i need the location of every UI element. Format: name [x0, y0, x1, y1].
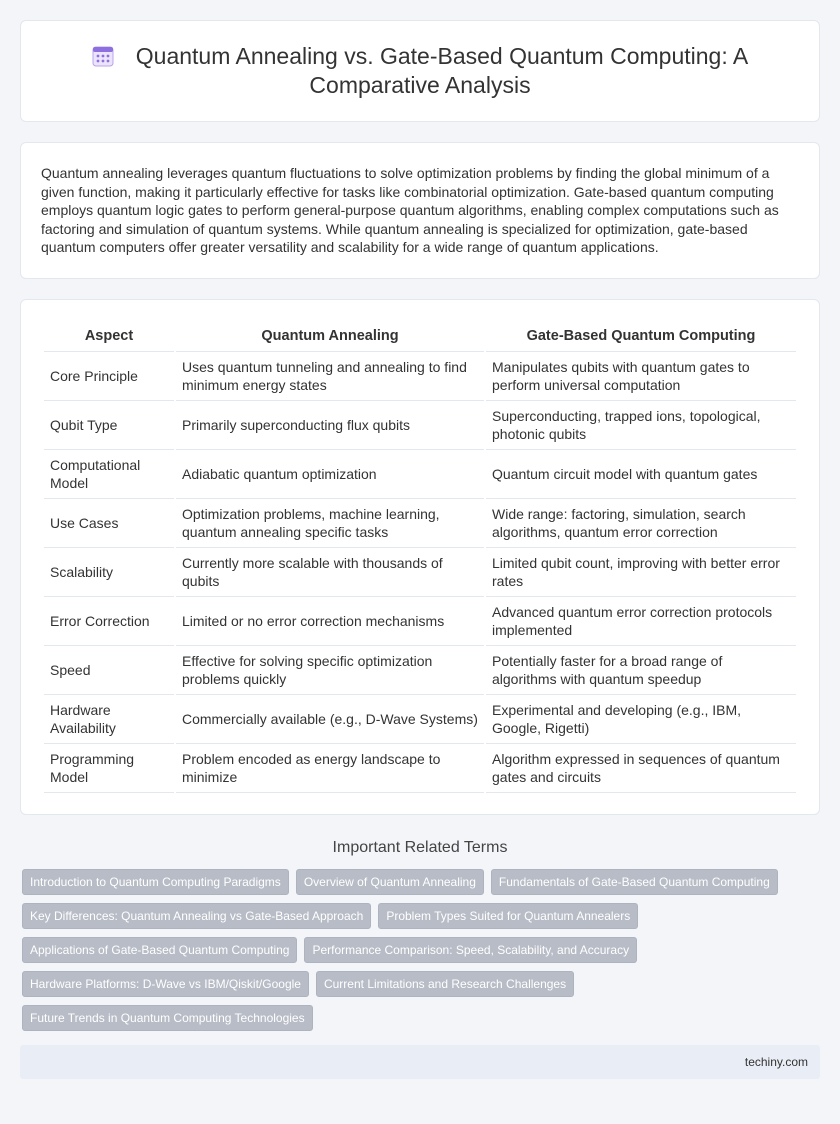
related-term-tag[interactable]: Problem Types Suited for Quantum Annealers [378, 903, 638, 929]
aspect-cell: Core Principle [44, 352, 174, 401]
intro-card [20, 142, 820, 279]
table-row [44, 646, 796, 695]
annealing-cell: Effective for solving specific optimization problems quickly [176, 646, 484, 695]
table-row [44, 499, 796, 548]
annealing-cell: Primarily superconducting flux qubits [176, 401, 484, 450]
related-terms-title: Important Related Terms [332, 838, 508, 856]
table-row [44, 548, 796, 597]
table-row [44, 744, 796, 793]
table-header-row [44, 321, 796, 352]
gate-based-cell: Quantum circuit model with quantum gates [486, 450, 796, 499]
gate-based-cell: Experimental and developing (e.g., IBM, Google, Rigetti) [486, 695, 796, 744]
annealing-cell: Problem encoded as energy landscape to minimize [176, 744, 484, 793]
aspect-cell: Error Correction [44, 597, 174, 646]
gate-based-cell: Advanced quantum error correction protocols implemented [486, 597, 796, 646]
footer [20, 1045, 820, 1079]
footer-site-link[interactable]: techiny.com [744, 1054, 808, 1069]
annealing-cell: Uses quantum tunneling and annealing to find minimum energy states [176, 352, 484, 401]
annealing-cell: Optimization problems, machine learning, quantum annealing specific tasks [176, 499, 484, 548]
comparison-table-card [20, 299, 820, 815]
page-title-wrap [61, 42, 779, 100]
header-aspect: Aspect [44, 321, 174, 352]
related-term-tag[interactable]: Future Trends in Quantum Computing Technologies [22, 1005, 313, 1031]
related-term-tag[interactable]: Fundamentals of Gate-Based Quantum Computing [491, 869, 778, 895]
table-row [44, 401, 796, 450]
table-row [44, 450, 796, 499]
annealing-cell: Currently more scalable with thousands of qubits [176, 548, 484, 597]
gate-based-cell: Manipulates qubits with quantum gates to perform universal computation [486, 352, 796, 401]
gate-based-cell: Potentially faster for a broad range of algorithms with quantum speedup [486, 646, 796, 695]
intro-text: Quantum annealing leverages quantum fluctuations to solve optimization problems by finding the global minimum of a given function, making it particularly effective for tasks like combinatorial optimization. Gate-based quantum computing employs quantum logic gates to perform general-purpose quantum algorithms, enabling complex computations such as factoring and simulation of quantum systems. While quantum annealing is specialized for optimization, gate-based quantum computers offer greater versatility and scalability for a wide range of quantum applications. [41, 165, 779, 255]
aspect-cell: Programming Model [44, 744, 174, 793]
comparison-table [42, 321, 798, 793]
annealing-cell: Limited or no error correction mechanisms [176, 597, 484, 646]
gate-based-cell: Superconducting, trapped ions, topological, photonic qubits [486, 401, 796, 450]
annealing-cell: Commercially available (e.g., D-Wave Systems) [176, 695, 484, 744]
related-term-tag[interactable]: Current Limitations and Research Challenges [316, 971, 574, 997]
related-term-tag[interactable]: Performance Comparison: Speed, Scalability, and Accuracy [304, 937, 637, 963]
header-quantum-annealing: Quantum Annealing [176, 321, 484, 352]
aspect-cell: Qubit Type [44, 401, 174, 450]
table-row [44, 695, 796, 744]
related-terms-list [20, 869, 820, 1031]
gate-based-cell: Algorithm expressed in sequences of quantum gates and circuits [486, 744, 796, 793]
aspect-cell: Use Cases [44, 499, 174, 548]
aspect-cell: Computational Model [44, 450, 174, 499]
aspect-cell: Hardware Availability [44, 695, 174, 744]
table-row [44, 597, 796, 646]
calendar-grid-icon [92, 45, 114, 67]
gate-based-cell: Limited qubit count, improving with better error rates [486, 548, 796, 597]
related-term-tag[interactable]: Overview of Quantum Annealing [296, 869, 484, 895]
header-card [20, 20, 820, 122]
related-term-tag[interactable]: Applications of Gate-Based Quantum Computing [22, 937, 297, 963]
aspect-cell: Speed [44, 646, 174, 695]
table-row [44, 352, 796, 401]
annealing-cell: Adiabatic quantum optimization [176, 450, 484, 499]
header-gate-based: Gate-Based Quantum Computing [486, 321, 796, 352]
aspect-cell: Scalability [44, 548, 174, 597]
page-title: Quantum Annealing vs. Gate-Based Quantum Computing: A Comparative Analysis [135, 43, 749, 98]
related-term-tag[interactable]: Hardware Platforms: D-Wave vs IBM/Qiskit/Google [22, 971, 309, 997]
related-term-tag[interactable]: Key Differences: Quantum Annealing vs Gate-Based Approach [22, 903, 371, 929]
gate-based-cell: Wide range: factoring, simulation, search algorithms, quantum error correction [486, 499, 796, 548]
related-term-tag[interactable]: Introduction to Quantum Computing Paradigms [22, 869, 289, 895]
